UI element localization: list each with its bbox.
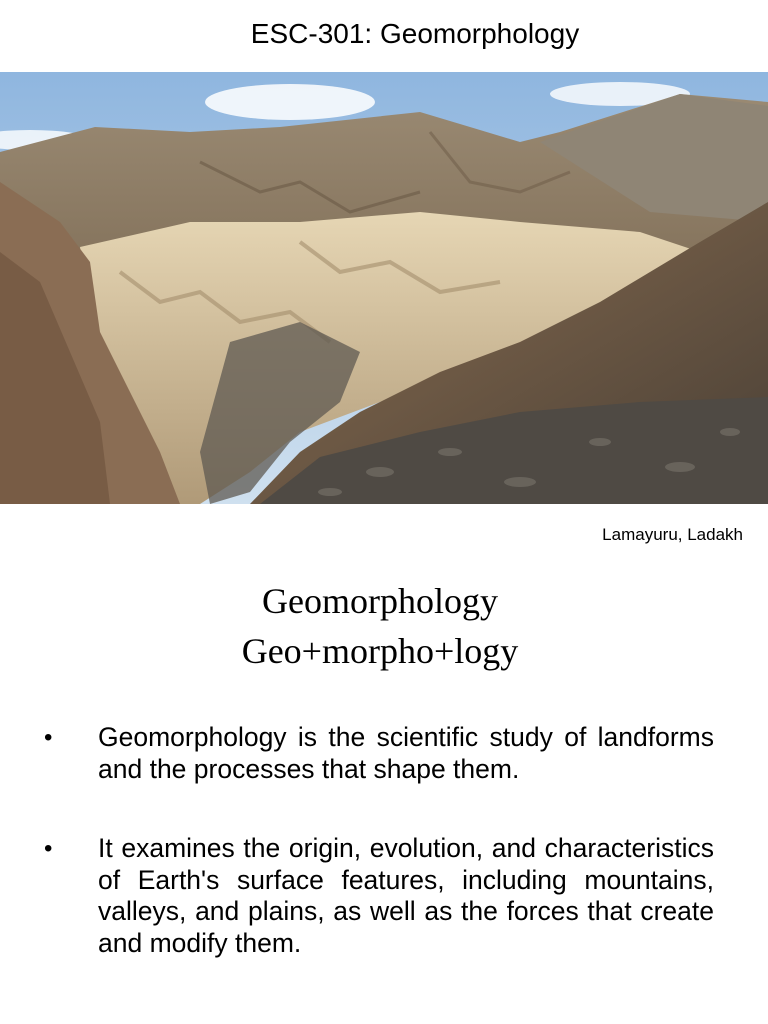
bullet-dot-icon: • bbox=[44, 724, 53, 751]
bullet-list bbox=[44, 722, 714, 1007]
course-title: ESC-301: Geomorphology bbox=[250, 18, 580, 49]
photo-caption: Lamayuru, Ladakh bbox=[602, 525, 743, 544]
section-heading: Geomorphology bbox=[262, 581, 498, 621]
mountain-landscape-image bbox=[0, 72, 768, 504]
bullet-item bbox=[44, 833, 714, 959]
bullet-dot-icon: • bbox=[44, 835, 53, 862]
section-subheading: Geo+morpho+logy bbox=[241, 631, 519, 671]
landscape-photo bbox=[0, 72, 768, 504]
bullet-text: Geomorphology is the scientific study of landforms and the processes that shape them. bbox=[98, 722, 714, 784]
bullet-item bbox=[44, 722, 714, 785]
bullet-text: It examines the origin, evolution, and characteristics of Earth's surface features, including mountains, valleys, and plains, as well as the forces that create and modify them. bbox=[98, 833, 714, 958]
